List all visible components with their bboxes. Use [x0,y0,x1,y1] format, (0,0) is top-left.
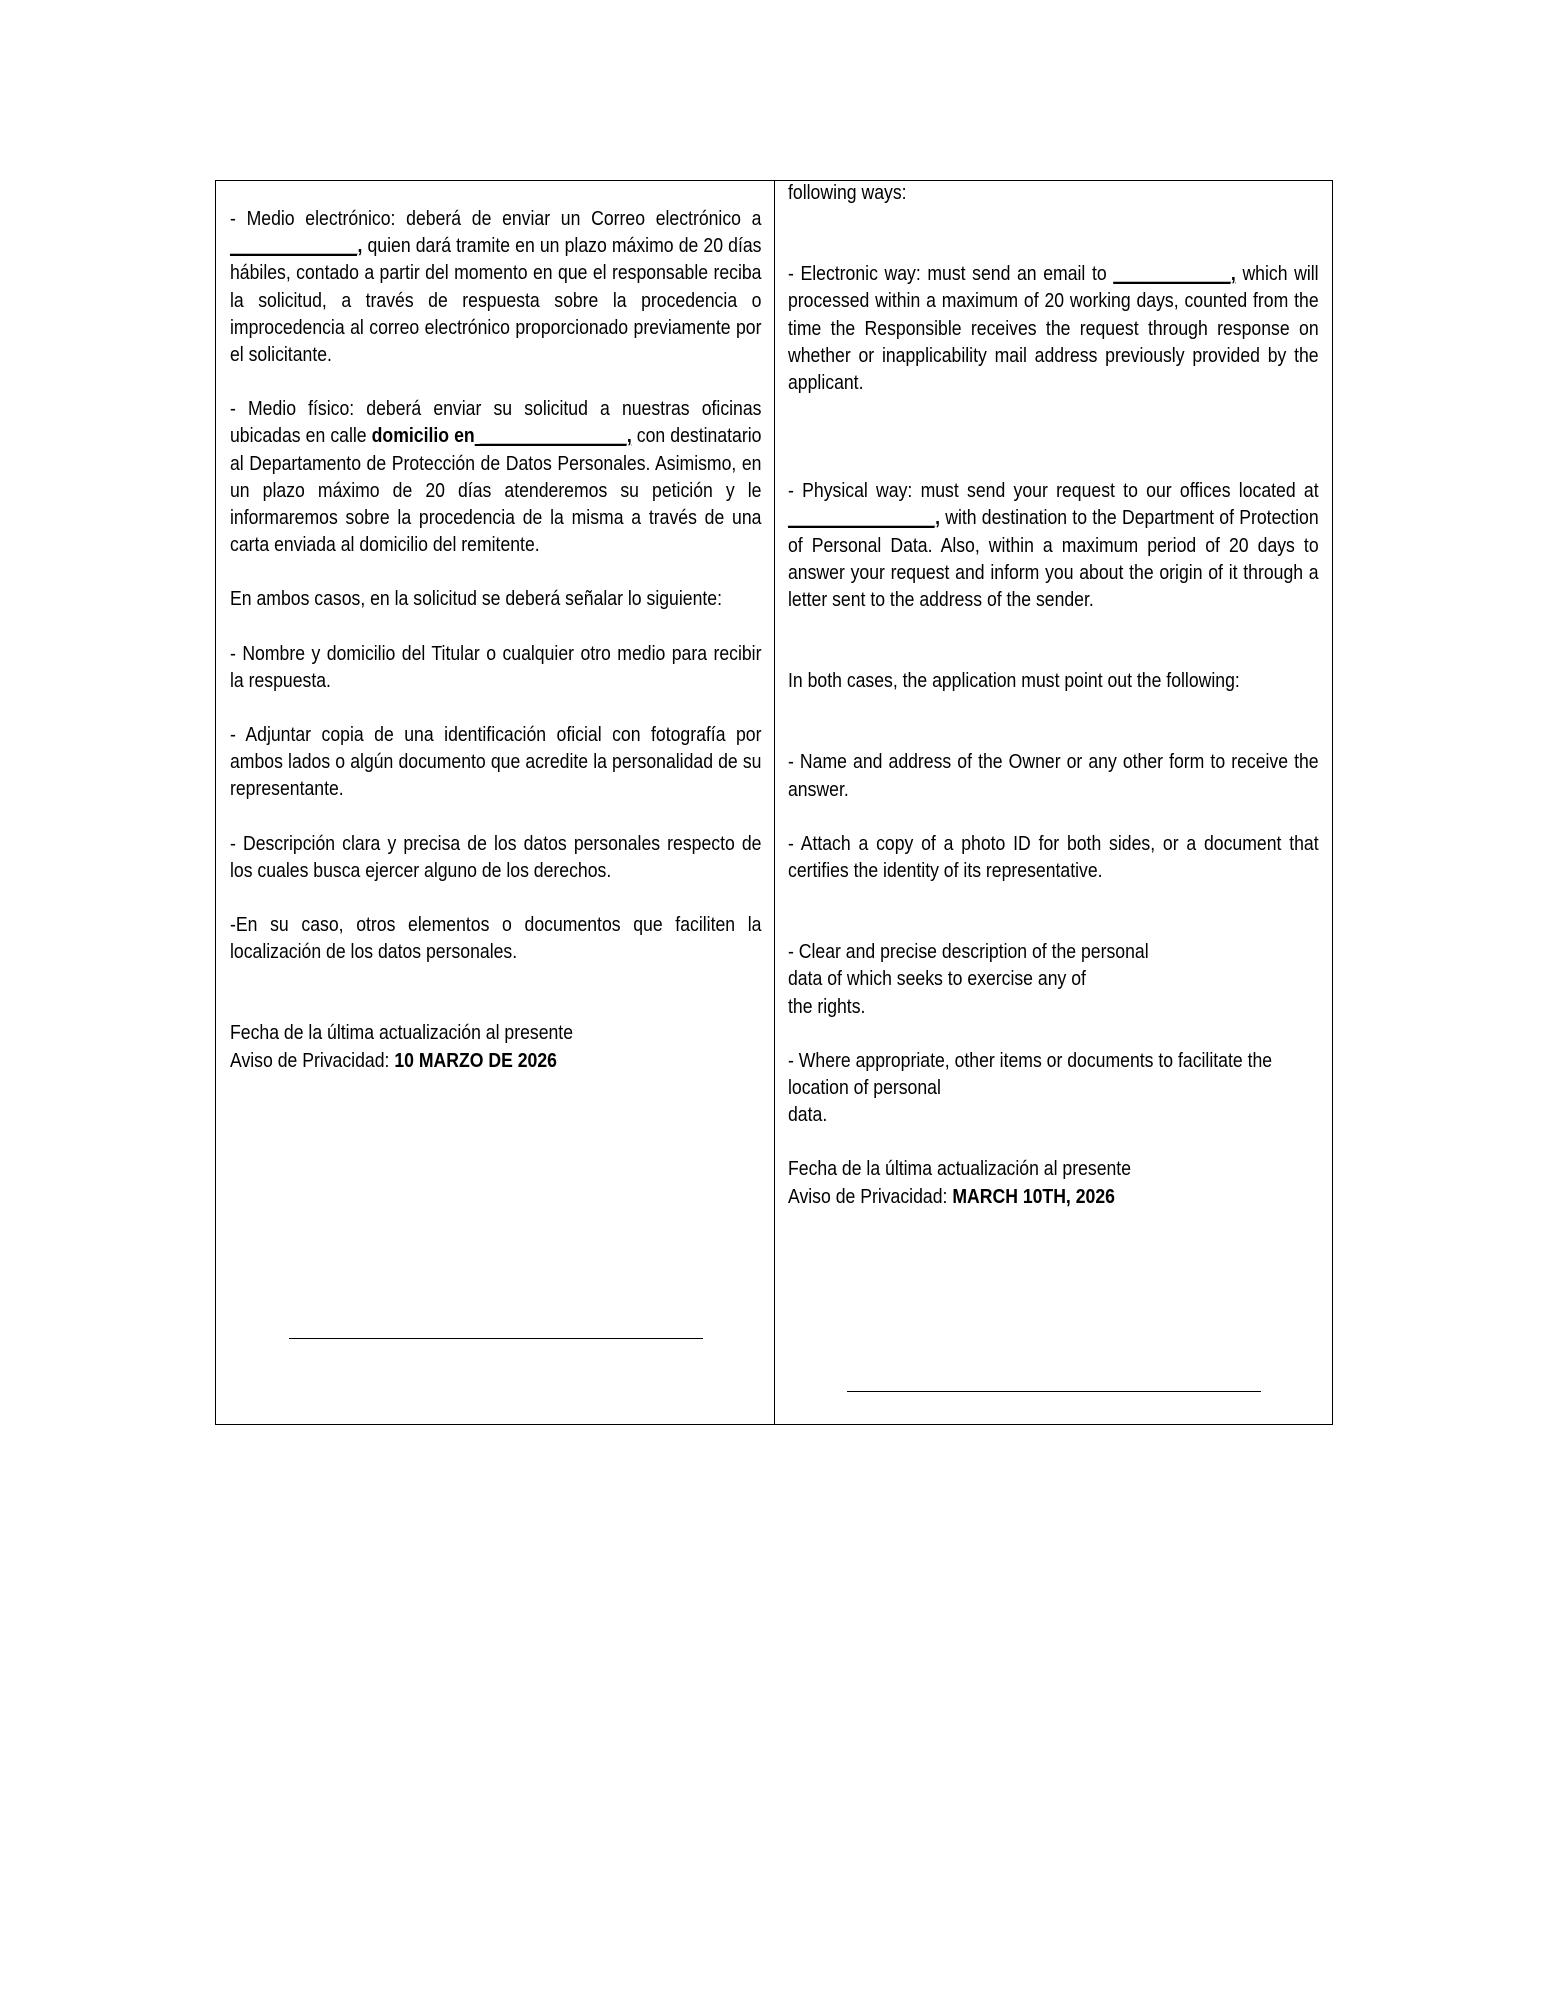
electronic-means-paragraph [230,205,761,368]
english-column [775,181,1332,1424]
email-blank: ____________, [1113,262,1236,286]
both-cases-paragraph: In both cases, the application must point out the following: [788,669,1240,693]
email-blank: _____________, [230,234,363,258]
address-blank: _______________, [474,424,632,448]
following-ways-line: following ways: [788,181,907,204]
description-item-end: the rights. [788,994,866,1018]
spanish-column [216,181,775,1424]
physical-means-text: - Medio físico: deberá enviar su solicitud a nuestras oficinas ubicadas en calle [230,397,762,448]
physical-means-paragraph [230,395,761,558]
privacy-date-line [230,1047,761,1074]
name-address-item: - Name and address of the Owner or any other form to receive the answer. [788,750,1319,801]
address-bold: domicilio en [371,424,475,448]
privacy-date-label: Aviso de Privacidad: [788,1184,953,1208]
photo-id-item: - Attach a copy of a photo ID for both sides, or a document that certifies the identity of its representative. [788,831,1319,883]
other-items-item: - Where appropriate, other items or documents to facilitate the location of personal [788,1048,1273,1100]
physical-way-rest: with destination to the Department of Protection of Personal Data. Also, within a maximum period of 20 days to answer your request and inform you about the origin of it through a letter sent to the address of the sender. [788,506,1319,612]
name-address-item: - Nombre y domicilio del Titular o cualquier otro medio para recibir la respuesta. [230,641,762,692]
electronic-way-text: - Electronic way: must send an email to [788,262,1114,286]
both-cases-paragraph: En ambos casos, en la solicitud se deberá señalar lo siguiente: [230,587,722,611]
signature-line [289,1338,703,1339]
privacy-date-value: 10 MARZO DE 2026 [394,1048,557,1072]
physical-way-paragraph [788,477,1319,613]
id-copy-item: - Adjuntar copia de una identificación oficial con fotografía por ambos lados o algún documento que acredite la personalidad de su representante. [230,723,762,801]
privacy-date-value: MARCH 10TH, 2026 [952,1184,1115,1208]
bilingual-table [215,180,1333,1425]
address-blank: _______________, [788,506,940,530]
other-elements-item: -En su caso, otros elementos o documentos que faciliten la localización de los datos personales. [230,913,762,964]
physical-means-rest: con destinatario al Departamento de Protección de Datos Personales. Asimismo, en un plazo máximo de 20 días atenderemos su petición y le informaremos sobre la procedencia de la misma a través de una carta enviada al domicilio del remitente. [230,424,762,557]
description-item: - Clear and precise description of the personal data of which seeks to exercise any of [788,940,1149,991]
physical-way-text: - Physical way: must send your request to our offices located at [788,479,1319,503]
privacy-date-label: Aviso de Privacidad: [230,1048,395,1072]
privacy-date-line [788,1183,1319,1210]
description-item: - Descripción clara y precisa de los datos personales respecto de los cuales busca ejercer alguno de los derechos. [230,831,762,882]
electronic-way-rest: which will processed within a maximum of 20 working days, counted from the time the Responsible receives the request through response on whether or inapplicability mail address previously provided by the applicant. [788,262,1319,395]
electronic-means-rest: quien dará tramite en un plazo máximo de 20 días hábiles, contado a partir del momento en que el responsable reciba la solicitud, a través de respuesta sobre la procedencia o improcedencia al correo electrónico proporcionado previamente por el solicitante. [230,234,762,367]
last-update-line: Fecha de la última actualización al presente [788,1157,1132,1181]
electronic-means-text: - Medio electrónico: deberá de enviar un Correo electrónico a [230,207,762,230]
other-items-item-end: data. [788,1103,828,1127]
electronic-way-paragraph [788,260,1319,396]
signature-line [847,1391,1261,1392]
last-update-line: Fecha de la última actualización al presente [230,1021,574,1045]
